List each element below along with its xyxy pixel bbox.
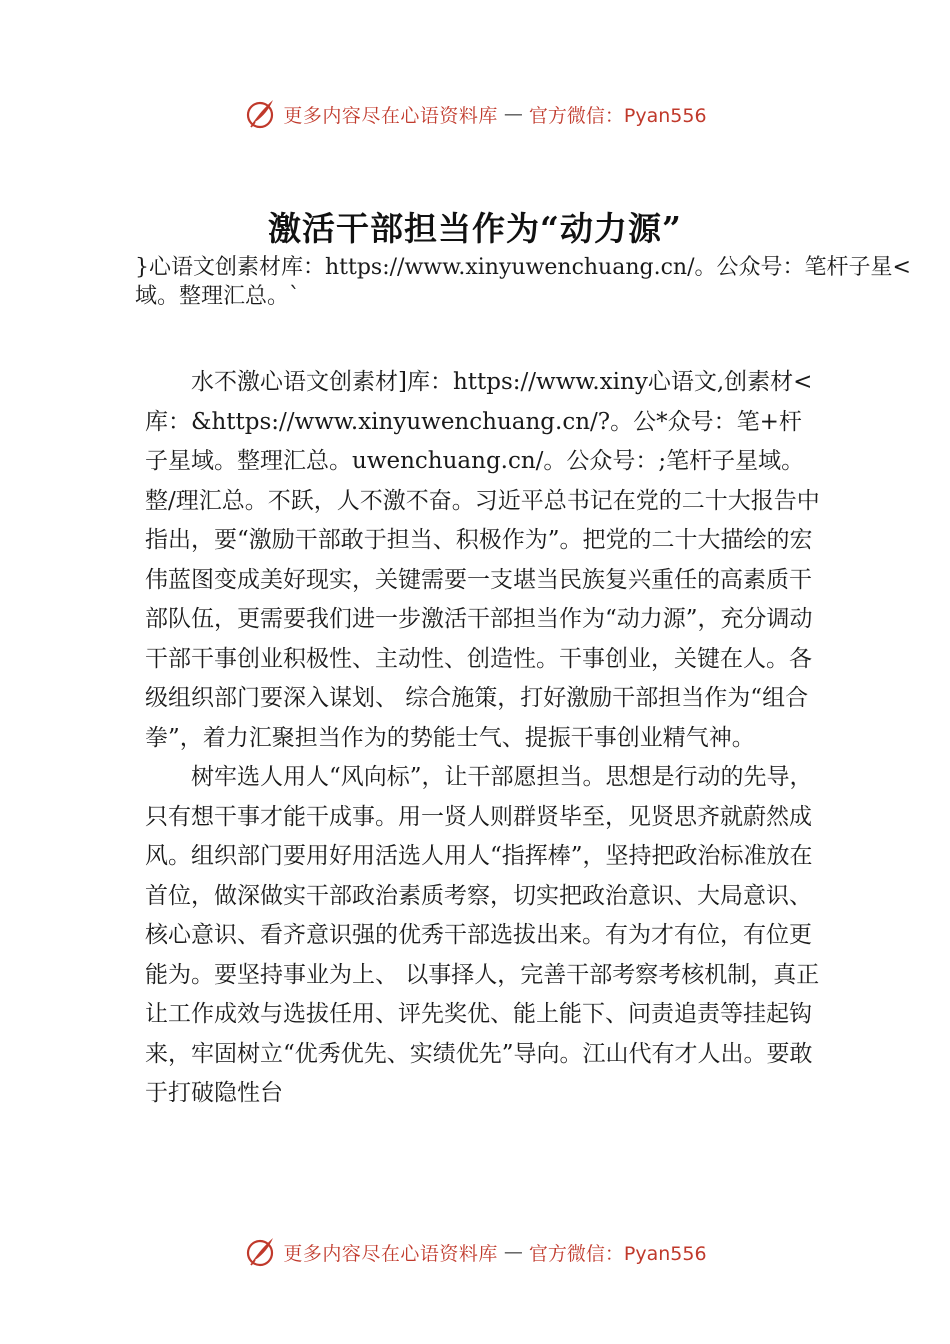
header-banner <box>0 94 950 134</box>
banner-contact: 官方微信：Pyan556 <box>528 104 707 127</box>
document-body <box>145 363 820 1114</box>
source-note: }心语文创素材库：https://www.xinyuwenchuang.cn/。公众号：笔杆子星<域。整理汇总。` <box>135 255 911 309</box>
feather-pen-circle-icon <box>243 97 277 131</box>
banner-text: 更多内容尽在心语资料库 <box>283 104 498 127</box>
banner-separator: — <box>503 103 523 125</box>
paragraph: 水不激心语文创素材]库：https://www.xiny心语文,创素材<库：&https://www.xinyuwenchuang.cn/?。公*众号：笔+杆子星域。整理汇总。uwenchuang.cn/。公众号：;笔杆子星域。整/理汇总。不跃，人不激不奋。习近平总书记在党的二十大报告中指出，要“激励干部敢于担当、积极作为”。把党的二十大描绘的宏伟蓝图变成美好现实，关键需要一支堪当民族复兴重任的高素质干部队伍，更需要我们进一步激活干部担当作为“动力源”，充分调动干部干事创业积极性、主动性、创造性。干事创业，关键在人。各级组织部门要深入谋划、 综合施策，打好激励干部担当作为“组合拳”，着力汇聚担当作为的势能士气、提振干事创业精气神。 <box>145 369 820 751</box>
footer-banner <box>0 1232 950 1272</box>
document-title: 激活干部担当作为“动力源” <box>268 209 682 248</box>
banner-text: 更多内容尽在心语资料库 <box>283 1242 498 1265</box>
feather-pen-circle-icon <box>243 1235 277 1269</box>
paragraph: 树牢选人用人“风向标”，让干部愿担当。思想是行动的先导，只有想干事才能干成事。用一贤人则群贤毕至，见贤思齐就蔚然成风。组织部门要用好用活选人用人“指挥棒”，坚持把政治标准放在首位，做深做实干部政治素质考察，切实把政治意识、大局意识、核心意识、看齐意识强的优秀干部选拔出来。有为才有位，有位更能为。要坚持事业为上、 以事择人，完善干部考察考核机制，真正让工作成效与选拔任用、评先奖优、能上能下、问责追责等挂起钩来，牢固树立“优秀优先、实绩优先”导向。江山代有才人出。要敢于打破隐性台 <box>145 764 820 1106</box>
banner-contact: 官方微信：Pyan556 <box>528 1242 707 1265</box>
banner-separator: — <box>503 1241 523 1263</box>
